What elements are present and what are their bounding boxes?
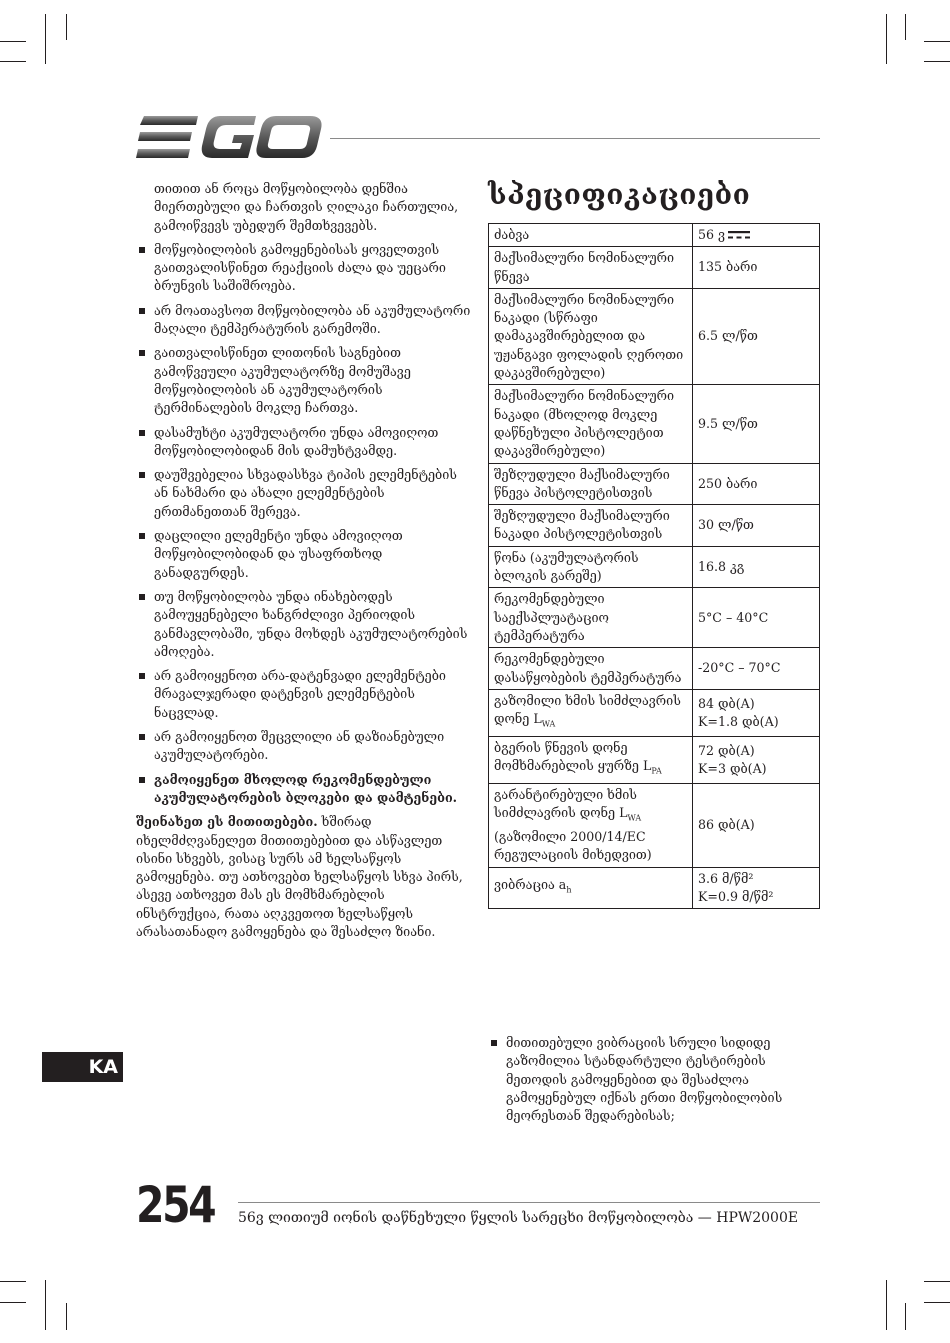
spec-name: რეკომენდებული საექსპლუატაციო ტემპერატურა — [489, 588, 693, 648]
spec-value: 86 დბ(A) — [693, 784, 820, 868]
spec-name — [489, 867, 693, 909]
square-bullet-icon — [139, 777, 145, 783]
crop-mark-top-right-h2 — [924, 61, 950, 62]
square-bullet-icon — [139, 734, 145, 740]
crop-mark-top-left-h — [0, 41, 26, 42]
footer-product-title: 56ვ ლითიუმ იონის დაწნეხული წყლის სარეცხი მოწყობილობა — HPW2000E — [238, 1210, 799, 1226]
crop-mark-bottom-left-v — [45, 1280, 46, 1330]
square-bullet-icon — [139, 350, 145, 356]
spec-name-text-after: (გაზომილი 2000/14/EC რეგულაციის მიხედვით) — [494, 829, 652, 863]
spec-value — [693, 867, 820, 909]
crop-mark-bottom-left-v2 — [66, 1303, 67, 1330]
square-bullet-icon — [139, 533, 145, 539]
spec-value: 135 ბარი — [693, 247, 820, 289]
list-item — [136, 302, 472, 339]
direct-current-icon — [728, 231, 750, 240]
spec-name-subscript: PA — [651, 766, 662, 776]
crop-mark-top-right-v — [886, 14, 887, 64]
spec-name-text: გარანტირებული ხმის სიმძლავრის დონე L — [494, 787, 637, 821]
crop-mark-bottom-left-h2 — [0, 1302, 26, 1303]
crop-mark-top-right-v2 — [905, 14, 906, 40]
list-item-text: დასამუხტი აკუმულატორი უნდა ამოვიღოთ მოწყობილობიდან მის დამუხტვამდე. — [154, 424, 439, 458]
language-tab: KA — [42, 1052, 123, 1082]
table-row — [489, 385, 820, 463]
crop-mark-bottom-right-h — [924, 1281, 950, 1282]
spec-value: 30 ლ/წთ — [693, 505, 820, 547]
table-row — [489, 648, 820, 690]
list-item-text: თუ მოწყობილობა უნდა ინახებოდეს გამოუყენებელი ხანგრძლივი პერიოდის განმავლობაში, უნდა მოხდეს აკუმულატორების ამოღება. — [154, 588, 468, 659]
spec-value-text: 3.6 მ/წმ² — [698, 870, 754, 886]
spec-value-text: 56 ვ — [698, 227, 726, 242]
spec-name: მაქსიმალური ნომინალური წნევა — [489, 247, 693, 289]
spec-value: 16.8 კგ — [693, 546, 820, 588]
spec-value: -20°C – 70°C — [693, 648, 820, 690]
spec-value: 6.5 ლ/წთ — [693, 288, 820, 384]
spec-value — [693, 736, 820, 783]
spec-name: წონა (აკუმულატორის ბლოკის გარეშე) — [489, 546, 693, 588]
spec-name-subscript: WA — [627, 813, 642, 823]
list-item — [136, 728, 472, 765]
save-instructions-paragraph — [136, 813, 472, 941]
spec-value: 9.5 ლ/წთ — [693, 385, 820, 463]
crop-mark-top-left-h2 — [0, 61, 26, 62]
list-item-text: დაუშვებელია სხვადასხვა ტიპის ელემენტების ან ნახმარი და ახალი ელემენტების ერთმანეთთან შერევა. — [154, 467, 457, 519]
list-item — [488, 1034, 820, 1125]
spec-name: ძაბვა — [489, 224, 693, 247]
square-bullet-icon — [491, 1040, 497, 1046]
list-item-text: გაითვალისწინეთ ლითონის საგნებით გამოწვეული აკუმულატორზე მომუშავე მოწყობილობის ან აკუმულატორის ტერმინალების მოკლე ჩართვა. — [154, 345, 411, 416]
table-row — [489, 736, 820, 783]
list-item — [136, 241, 472, 296]
specifications-table — [488, 223, 820, 909]
spec-name-text: გაზომილი ხმის სიმძლავრის დონე L — [494, 692, 681, 727]
crop-mark-top-left-v2 — [66, 14, 67, 40]
list-item — [136, 527, 472, 582]
table-row — [489, 288, 820, 384]
list-item — [136, 588, 472, 661]
list-item — [136, 424, 472, 461]
vibration-note — [488, 1034, 820, 1131]
spec-name: რეკომენდებული დასაწყობების ტემპერატურა — [489, 648, 693, 690]
list-item-text: არ გამოიყენოთ არა-დატენვადი ელემენტები მრავალჯერადი დატენვის ელემენტების ნაცვლად. — [154, 668, 446, 720]
square-bullet-icon — [139, 673, 145, 679]
page-number: 254 — [136, 1176, 215, 1234]
table-row — [489, 224, 820, 247]
table-row — [489, 463, 820, 505]
save-instructions-text: ხშირად იხელმძღვანელეთ მითითებებით და ასწავლეთ ისინი სხვებს, ვისაც სურს ამ ხელსაწყოს გამოყენება. თუ ათხოვებთ ხელსაწყოს სხვა პირს, ასევე ათხოვეთ მას ეს მომხმარებლის ინსტრუქცია, რათა აღკვეთოთ ხელსაწყოს არასათანადო გამოყენება და შესაძლო ზიანი. — [136, 814, 463, 939]
crop-mark-bottom-right-v2 — [905, 1303, 906, 1330]
crop-mark-bottom-right-v — [886, 1280, 887, 1330]
safety-bullet-list — [136, 241, 472, 807]
spec-name-subscript: h — [566, 885, 572, 895]
spec-value-text: 72 დბ(A) — [698, 742, 755, 758]
spec-name: მაქსიმალური ნომინალური ნაკადი (სწრაფი დამაკავშირებელით და უჟანგავი ფოლადის ღეროთი დაკავშირებული) — [489, 288, 693, 384]
list-item-text: არ გამოიყენოთ შეცვლილი ან დაზიანებული აკუმულატორები. — [154, 729, 445, 763]
crop-mark-top-right-h — [924, 41, 950, 42]
table-row — [489, 247, 820, 289]
table-row — [489, 546, 820, 588]
list-item-text: გამოიყენეთ მხოლოდ რეკომენდებული აკუმულატორების ბლოკები და დამტენები. — [154, 771, 458, 805]
spec-value: 5°C – 40°C — [693, 588, 820, 648]
square-bullet-icon — [139, 472, 145, 478]
specifications-title: სპეციფიკაციები — [488, 178, 751, 211]
spec-value-uncertainty: K=3 დბ(A) — [698, 760, 767, 776]
table-row — [489, 588, 820, 648]
list-item-text: დაცლილი ელემენტი უნდა ამოვიღოთ მოწყობილობიდან და უსაფრთხოდ განადგურდეს. — [154, 528, 403, 580]
spec-value: 250 ბარი — [693, 463, 820, 505]
spec-value-uncertainty: K=1.8 დბ(A) — [698, 713, 779, 729]
table-row — [489, 689, 820, 736]
spec-name: შეზღუდული მაქსიმალური წნევა პისტოლეტისთვის — [489, 463, 693, 505]
spec-name: მაქსიმალური ნომინალური ნაკადი (მხოლოდ მოკლე დაწნეხული პისტოლეტით დაკავშირებული) — [489, 385, 693, 463]
spec-name-text: ვიბრაცია a — [494, 877, 567, 893]
spec-name-text: ბგერის წნევის დონე მომხმარებლის ყურზე L — [494, 739, 652, 774]
spec-value-uncertainty: K=0.9 მ/წმ² — [698, 889, 774, 905]
list-item — [136, 667, 472, 722]
list-item-bold — [136, 771, 472, 808]
list-item-text: მოწყობილობის გამოყენებისას ყოველთვის გაითვალისწინეთ რეაქციის ძალა და უეცარი ბრუნვის საშიშროება. — [154, 241, 446, 294]
left-column — [136, 180, 472, 947]
lead-paragraph: თითით ან როცა მოწყობილობა დენშია მიერთებული და ჩართვის ღილაკი ჩართულია, გამოიწვევს უბედურ შემთხვევებს. — [154, 181, 459, 233]
table-row — [489, 505, 820, 547]
header-rule — [330, 138, 820, 139]
note-list — [488, 1034, 820, 1125]
square-bullet-icon — [139, 308, 145, 314]
spec-value-text: 84 დბ(A) — [698, 695, 755, 711]
spec-name-subscript: WA — [541, 719, 556, 729]
list-item-text: არ მოათავსოთ მოწყობილობა ან აკუმულატორი მაღალი ტემპერატურის გარემოში. — [154, 302, 471, 337]
list-item-text: მითითებული ვიბრაციის სრული სიდიდე გაზომილია სტანდარტული ტესტირების მეთოდის გამოყენებით და შესაძლოა გამოყენებულ იქნას ერთი მოწყობილობის მეორესთან შედარებისას; — [506, 1035, 783, 1124]
list-item — [136, 466, 472, 521]
spec-name: შეზღუდული მაქსიმალური ნაკადი პისტოლეტისთვის — [489, 505, 693, 547]
crop-mark-bottom-right-h2 — [924, 1302, 950, 1303]
square-bullet-icon — [139, 247, 145, 253]
spec-name — [489, 784, 693, 868]
crop-mark-top-left-v — [45, 14, 46, 64]
square-bullet-icon — [139, 594, 145, 600]
list-item — [136, 344, 472, 417]
spec-name — [489, 736, 693, 783]
square-bullet-icon — [139, 430, 145, 436]
ego-logo — [136, 116, 322, 158]
table-row — [489, 784, 820, 868]
table-row — [489, 867, 820, 909]
spec-value — [693, 224, 820, 247]
spec-name — [489, 689, 693, 736]
footer-rule — [238, 1202, 820, 1203]
crop-mark-bottom-left-h — [0, 1281, 26, 1282]
spec-value — [693, 689, 820, 736]
save-instructions-heading: შეინახეთ ეს მითითებები. — [136, 814, 318, 830]
